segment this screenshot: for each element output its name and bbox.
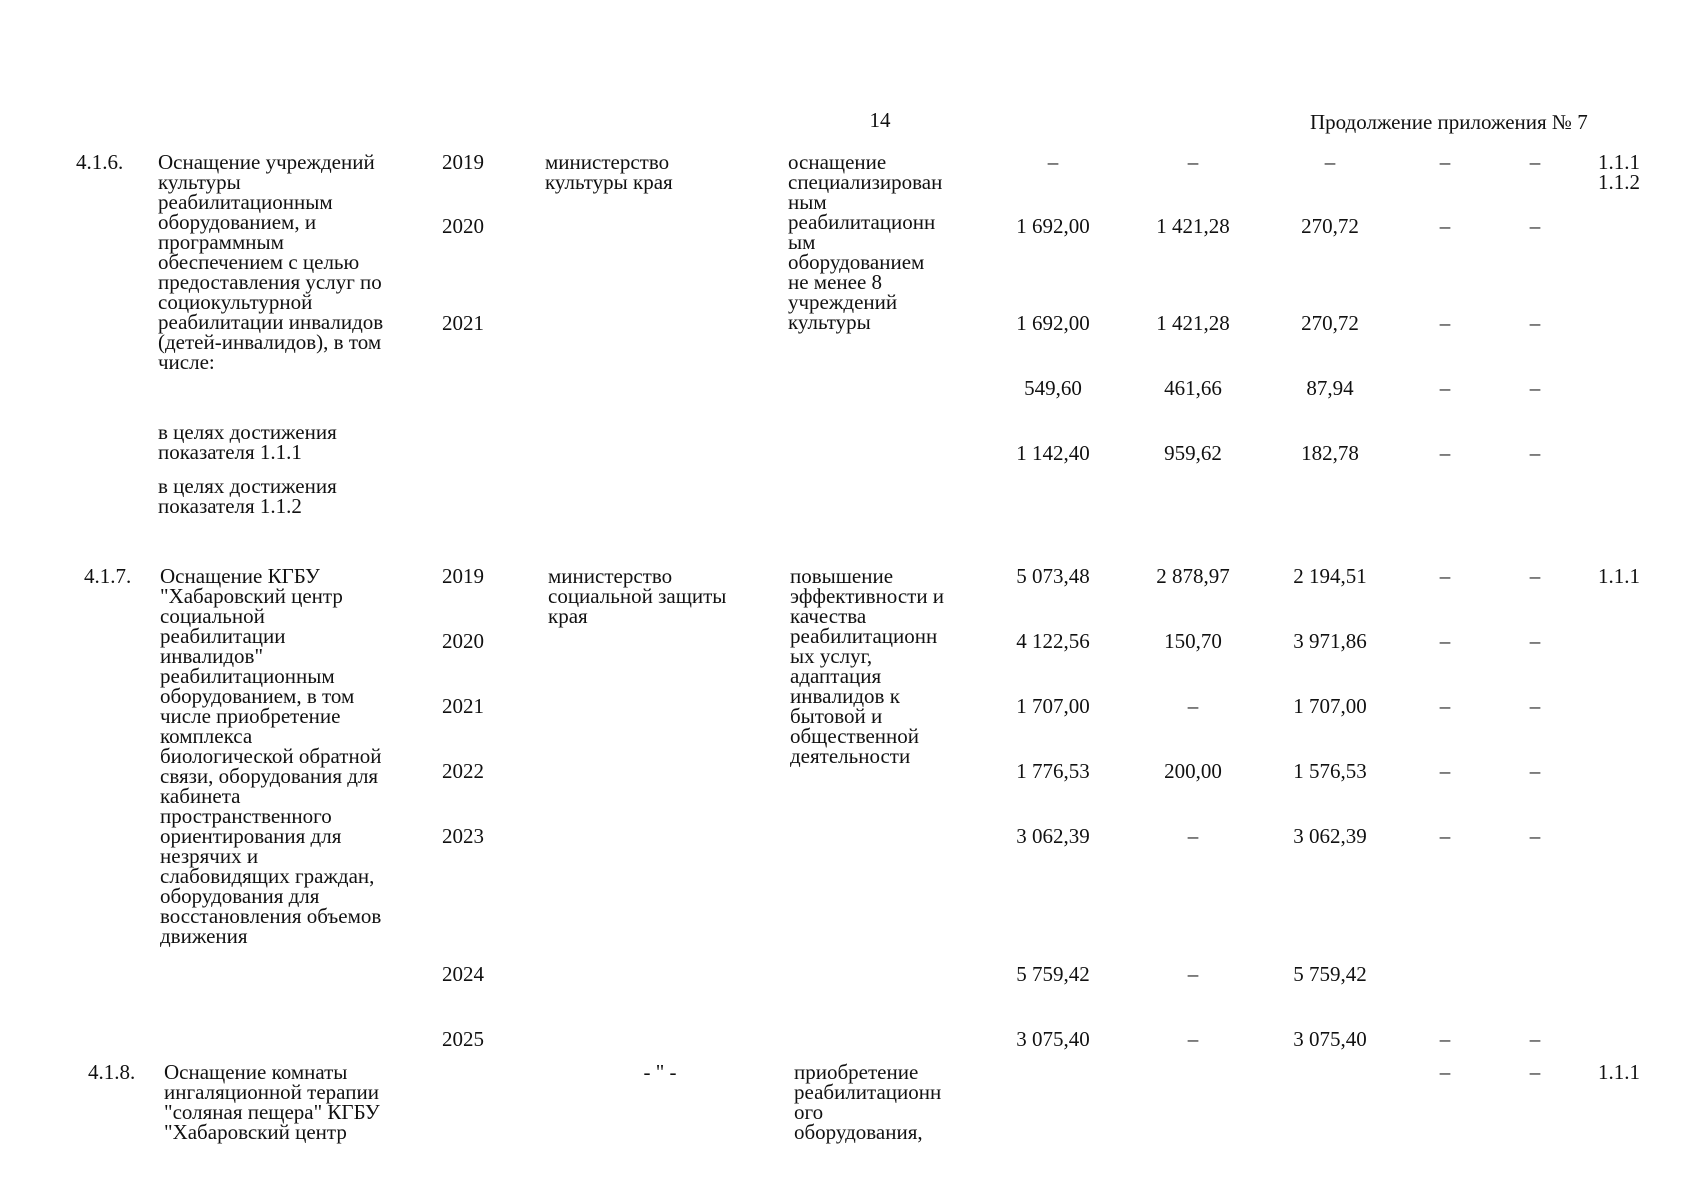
regional-cell: 182,78 <box>1301 441 1359 465</box>
total-cell: 1 692,00 <box>1016 214 1090 238</box>
total-cell: 5 073,48 <box>1016 564 1090 588</box>
local-cell: – <box>1439 1060 1451 1084</box>
row-result: оснащение специализирован ным реабилитационн ым оборудованием не менее 8 учреждений культуры <box>788 150 943 334</box>
federal-cell: 1 421,28 <box>1156 214 1230 238</box>
federal-cell: 2 878,97 <box>1156 564 1230 588</box>
regional-cell: 3 075,40 <box>1293 1027 1367 1051</box>
row-executor: министерство социальной защиты края <box>548 564 727 628</box>
regional-cell: 2 194,51 <box>1293 564 1367 588</box>
other-cell: – <box>1529 214 1541 238</box>
other-cell: – <box>1529 694 1541 718</box>
local-cell: – <box>1439 759 1451 783</box>
local-cell: – <box>1439 694 1451 718</box>
federal-cell: 1 421,28 <box>1156 311 1230 335</box>
federal-cell: – <box>1187 150 1199 174</box>
local-cell: – <box>1439 824 1451 848</box>
row-result: приобретение реабилитационн ого оборудования, <box>794 1060 942 1144</box>
page-header-continuation: Продолжение приложения № 7 <box>1310 110 1588 134</box>
row-executor: министерство культуры края <box>545 150 673 194</box>
regional-cell: 270,72 <box>1301 214 1359 238</box>
row-code: 4.1.6. <box>76 150 124 174</box>
row-result: повышение эффективности и качества реабилитационн ых услуг, адаптация инвалидов к бытовой и общественной деятельности <box>790 564 945 768</box>
row-code: 4.1.8. <box>88 1060 136 1084</box>
federal-cell: 200,00 <box>1164 759 1222 783</box>
year-cell: 2025 <box>442 1027 484 1051</box>
local-cell: – <box>1439 441 1451 465</box>
federal-cell: – <box>1187 824 1199 848</box>
total-cell: 3 075,40 <box>1016 1027 1090 1051</box>
federal-cell: – <box>1187 962 1199 986</box>
other-cell: – <box>1529 150 1541 174</box>
regional-cell: 1 576,53 <box>1293 759 1367 783</box>
federal-cell: – <box>1187 1027 1199 1051</box>
regional-cell: 87,94 <box>1306 376 1354 400</box>
regional-cell: 3 062,39 <box>1293 824 1367 848</box>
other-cell: – <box>1529 311 1541 335</box>
year-cell: 2020 <box>442 214 484 238</box>
other-cell: – <box>1529 564 1541 588</box>
other-cell: – <box>1529 629 1541 653</box>
other-cell: – <box>1529 376 1541 400</box>
total-cell: – <box>1047 150 1059 174</box>
total-cell: 5 759,42 <box>1016 962 1090 986</box>
other-cell: – <box>1529 1027 1541 1051</box>
federal-cell: – <box>1187 694 1199 718</box>
year-cell: 2021 <box>442 694 484 718</box>
local-cell: – <box>1439 629 1451 653</box>
local-cell: – <box>1439 214 1451 238</box>
other-cell: – <box>1529 1060 1541 1084</box>
local-cell: – <box>1439 564 1451 588</box>
row-indicator: 1.1.1 1.1.2 <box>1598 150 1640 194</box>
year-cell: 2023 <box>442 824 484 848</box>
local-cell: – <box>1439 150 1451 174</box>
row-indicator: 1.1.1 <box>1598 564 1640 588</box>
total-cell: 1 692,00 <box>1016 311 1090 335</box>
regional-cell: 1 707,00 <box>1293 694 1367 718</box>
year-cell: 2019 <box>442 564 484 588</box>
row-name: Оснащение учреждений культуры реабилитационным оборудованием, и программным обеспечением с целью предоставления услуг по социокультурной реабилитации инвалидов (детей-инвалидов), в том числе: <box>158 150 384 374</box>
total-cell: 549,60 <box>1024 376 1082 400</box>
other-cell: – <box>1529 824 1541 848</box>
year-cell: 2024 <box>442 962 484 986</box>
year-cell: 2020 <box>442 629 484 653</box>
row-executor: - " - <box>643 1060 677 1084</box>
regional-cell: 3 971,86 <box>1293 629 1367 653</box>
total-cell: 3 062,39 <box>1016 824 1090 848</box>
local-cell: – <box>1439 1027 1451 1051</box>
federal-cell: 959,62 <box>1164 441 1222 465</box>
row-indicator: 1.1.1 <box>1598 1060 1640 1084</box>
year-cell: 2019 <box>442 150 484 174</box>
page-number: 14 <box>869 108 891 132</box>
year-cell: 2021 <box>442 311 484 335</box>
total-cell: 1 142,40 <box>1016 441 1090 465</box>
local-cell: – <box>1439 311 1451 335</box>
total-cell: 1 707,00 <box>1016 694 1090 718</box>
total-cell: 4 122,56 <box>1016 629 1090 653</box>
row-code: 4.1.7. <box>84 564 132 588</box>
regional-cell: – <box>1324 150 1336 174</box>
federal-cell: 150,70 <box>1164 629 1222 653</box>
other-cell: – <box>1529 759 1541 783</box>
federal-cell: 461,66 <box>1164 376 1222 400</box>
subrow-label: в целях достижения показателя 1.1.2 <box>158 474 337 518</box>
local-cell: – <box>1439 376 1451 400</box>
subrow-label: в целях достижения показателя 1.1.1 <box>158 420 337 464</box>
other-cell: – <box>1529 441 1541 465</box>
year-cell: 2022 <box>442 759 484 783</box>
regional-cell: 5 759,42 <box>1293 962 1367 986</box>
row-name: Оснащение комнаты ингаляционной терапии "соляная пещера" КГБУ "Хабаровский центр <box>164 1060 380 1144</box>
regional-cell: 270,72 <box>1301 311 1359 335</box>
row-name: Оснащение КГБУ "Хабаровский центр социальной реабилитации инвалидов" реабилитационным оборудованием, в том числе приобретение комплекса биологической обратной связи, оборудования для кабинета пространственного ориентирования для незрячих и слабовидящих граждан, оборудования для восстановления объемов движения <box>160 564 382 948</box>
total-cell: 1 776,53 <box>1016 759 1090 783</box>
